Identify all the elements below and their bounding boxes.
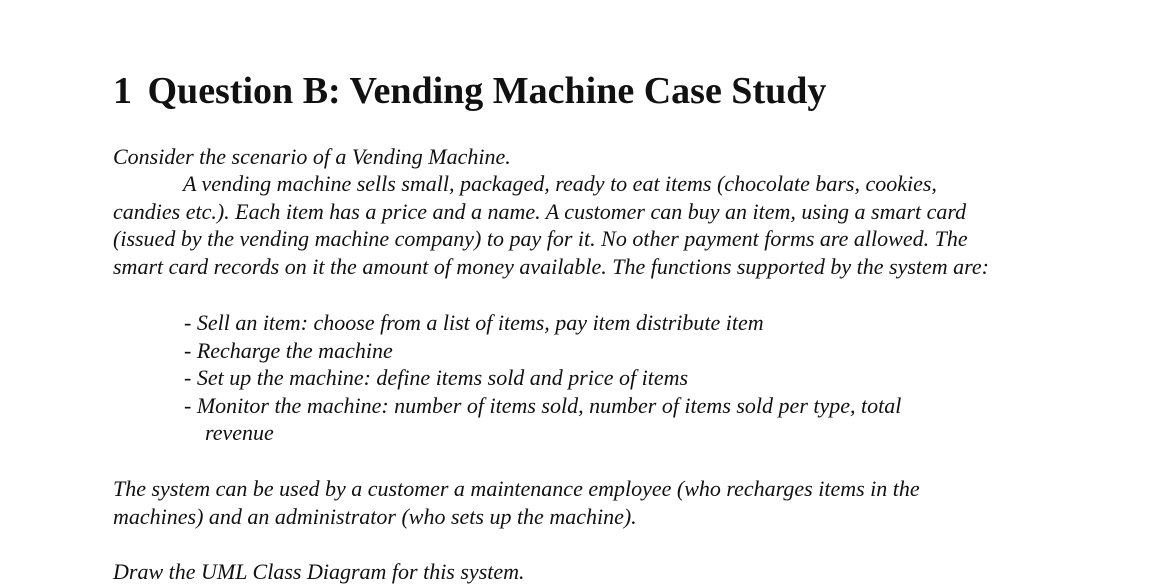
function-item-sell: - Sell an item: choose from a list of items, pay item distribute item [184,310,764,335]
question-heading [113,68,826,114]
function-item-monitor-continuation: revenue [205,420,274,446]
system-users-paragraph: The system can be used by a customer a maintenance employee (who recharges items in the machines) and an administrator (who sets up the machine). [113,476,920,529]
question-number: 1 [113,70,132,112]
function-item-monitor [184,392,984,447]
function-item-monitor-text: - Monitor the machine: number of items sold, number of items sold per type, total [184,392,902,418]
scenario-description: A vending machine sells small, packaged, ready to eat items (chocolate bars, cookies, candies etc.). Each item has a price and a name. A customer can buy an item, using a smart card (issued by the vending machine company) to pay for it. No other payment forms are allowed. The smart card records on it the amount of money available. The functions supported by the system are: [113,171,990,279]
functions-list [184,309,984,447]
function-item-setup: - Set up the machine: define items sold and price of items [184,365,689,391]
function-item-recharge: - Recharge the machine [184,337,393,363]
task-instruction: Draw the UML Class Diagram for this system. [113,559,525,584]
intro-sentence: Consider the scenario of a Vending Machine. [113,144,511,169]
question-title: Question B: Vending Machine Case Study [147,70,827,112]
